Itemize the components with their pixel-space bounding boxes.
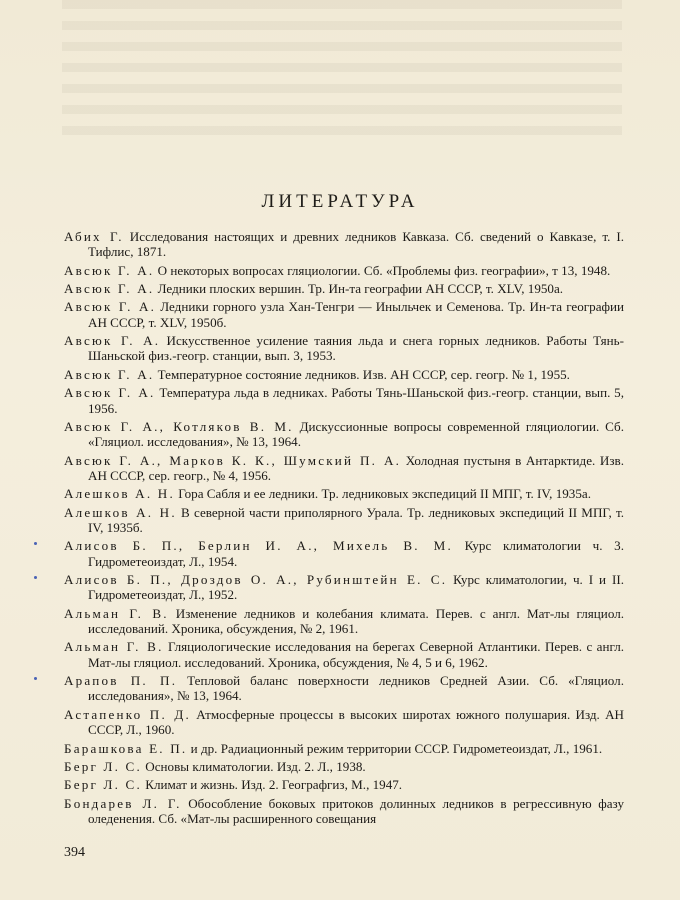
reference-entry (64, 419, 624, 450)
reference-text: Тепловой баланс поверхности ледников Средней Азии. Сб. «Гляциол. исследования», № 13, 1964. (88, 673, 624, 704)
reference-entry (64, 572, 624, 603)
reference-text: Температура льда в ледниках. Работы Тянь-Шаньской физ.-геогр. станции, вып. 5, 1956. (88, 385, 625, 416)
reference-author: Алешков А. Н. (64, 486, 175, 502)
reference-text: Атмосферные процессы в высоких широтах южного полушария. Изд. АН СССР, Л., 1960. (88, 706, 625, 738)
reference-entry (64, 673, 624, 704)
reference-author: Алисов Б. П., Берлин И. А., Михель В. М. (64, 538, 453, 554)
reference-text: Основы климатологии. Изд. 2. Л., 1938. (145, 758, 366, 774)
page-number: 394 (64, 845, 85, 860)
page-heading: ЛИТЕРАТУРА (261, 191, 419, 212)
reference-author: Барашкова Е. П. (64, 740, 188, 756)
reference-text: и др. Радиационный режим территории СССР. Гидрометеоиздат, Л., 1961. (190, 740, 603, 756)
reference-author: Авсюк Г. А. (64, 333, 161, 349)
reference-author: Альман Г. В. (64, 639, 164, 655)
ink-dot-mark (34, 576, 37, 579)
reference-entry (64, 759, 624, 774)
reference-author: Авсюк Г. А., Котляков В. М. (64, 418, 294, 434)
reference-text: Курс климатологии, ч. I и II. Гидрометеоиздат, Л., 1952. (88, 572, 624, 603)
reference-entry (64, 741, 624, 756)
reference-text: Ледники горного узла Хан-Тенгри — Иныльчек и Семенова. Тр. Ин-та географии АН СССР, т. XLV, 1950б. (88, 299, 624, 330)
reference-author: Абих Г. (64, 229, 124, 244)
reference-author: Авсюк Г. А. (64, 299, 157, 315)
reference-author: Алешков А. Н. (64, 504, 177, 520)
reference-entry (64, 639, 624, 670)
reference-entry (64, 281, 624, 296)
reference-entry (64, 367, 624, 382)
reference-text: Изменение ледников и колебания климата. Перев. с англ. Мат-лы гляциол. исследований. Хроника, обсуждения, № 2, 1961. (88, 605, 624, 637)
reference-text: Обособление боковых притоков долинных ледников в регрессивную фазу оледенения. Сб. «Мат-лы расширенного совещания (88, 795, 625, 826)
reference-author: Авсюк Г. А. (64, 262, 155, 278)
reference-author: Авсюк Г. А. (64, 366, 155, 382)
reference-author: Авсюк Г. А., Марков К. К., Шумский П. А. (64, 452, 402, 468)
reference-entry (64, 486, 624, 501)
reference-list (64, 229, 624, 829)
reference-entry (64, 333, 624, 364)
reference-text: Искусственное усиление таяния льда и снега горных ледников. Работы Тянь-Шаньской физ.-геогр. станции, вып. 3, 1953. (88, 333, 625, 364)
reference-text: В северной части приполярного Урала. Тр. ледниковых экспедиций II МПГ, т. IV, 1935б. (88, 504, 624, 535)
reference-entry (64, 385, 624, 416)
reference-author: Астапенко П. Д. (64, 706, 192, 722)
reference-entry (64, 229, 624, 260)
reference-author: Берг Л. С. (64, 758, 142, 774)
reference-entry (64, 777, 624, 792)
reference-author: Бондарев Л. Г. (64, 795, 182, 811)
reference-entry (64, 453, 624, 484)
reference-author: Алисов Б. П., Дроздов О. А., Рубинштейн Е. С. (64, 572, 448, 588)
show-through-text (62, 0, 622, 140)
reference-text: Исследования настоящих и древних ледников Кавказа. Сб. сведений о Кавказе, т. I. Тифлис, 1871. (88, 229, 625, 260)
reference-text: Холодная пустыня в Антарктиде. Изв. АН СССР, сер. геогр., № 4, 1956. (88, 452, 624, 483)
reference-entry (64, 263, 624, 278)
reference-entry (64, 505, 624, 536)
reference-entry (64, 796, 624, 827)
reference-entry (64, 299, 624, 330)
reference-author: Авсюк Г. А. (64, 385, 156, 401)
reference-author: Берг Л. С. (64, 777, 142, 793)
reference-text: О некоторых вопросах гляциологии. Сб. «Проблемы физ. географии», т 13, 1948. (157, 262, 611, 278)
reference-text: Климат и жизнь. Изд. 2. Географгиз, М., 1947. (145, 777, 403, 793)
reference-text: Температурное состояние ледников. Изв. АН СССР, сер. геогр. № 1, 1955. (157, 366, 570, 382)
reference-entry (64, 606, 624, 637)
reference-text: Ледники плоских вершин. Тр. Ин-та географии АН СССР, т. XLV, 1950а. (157, 281, 564, 297)
reference-entry (64, 707, 624, 738)
ink-dot-mark (34, 542, 37, 545)
reference-text: Курс климатологии ч. 3. Гидрометеоиздат, Л., 1954. (88, 538, 624, 569)
reference-entry (64, 538, 624, 569)
reference-text: Гора Сабля и ее ледники. Тр. ледниковых экспедиций II МПГ, т. IV, 1935а. (178, 486, 591, 502)
reference-author: Авсюк Г. А. (64, 281, 155, 297)
reference-text: Дискуссионные вопросы современной гляциологии. Сб. «Гляциол. исследования», № 13, 1964. (88, 418, 624, 450)
ink-dot-mark (34, 677, 37, 680)
reference-author: Альман Г. В. (64, 605, 169, 621)
reference-text: Гляциологические исследования на берегах Северной Атлантики. Перев. с англ. Мат-лы гляциол. исследований. Хроника, обсуждения, № 4, 5 и 6, 1962. (88, 639, 625, 670)
reference-author: Арапов П. П. (64, 673, 178, 689)
